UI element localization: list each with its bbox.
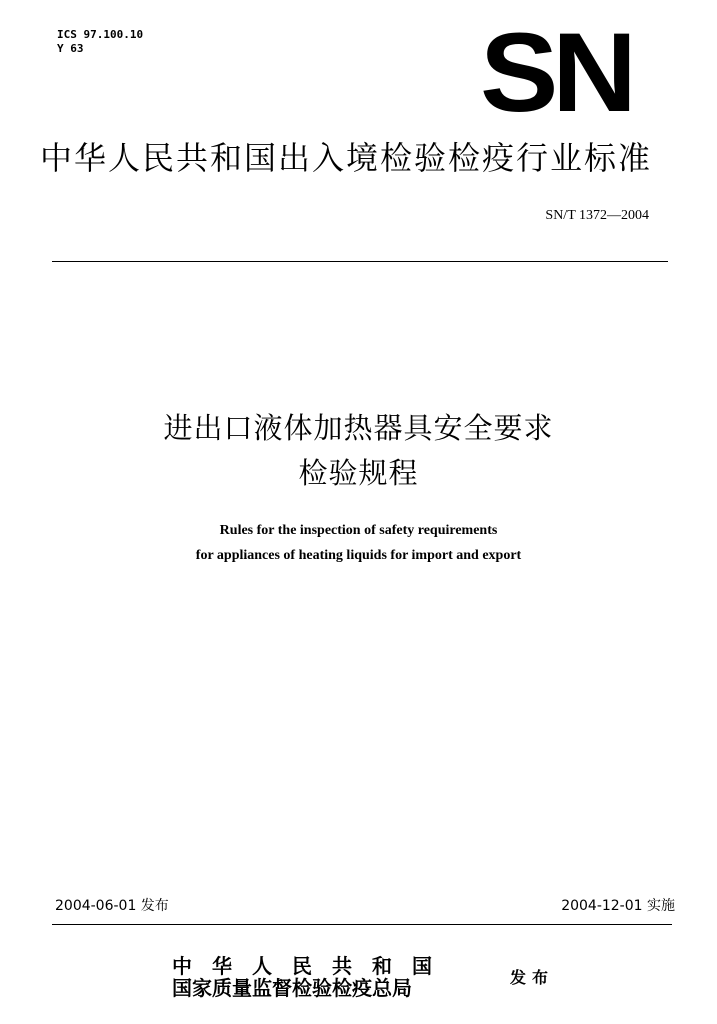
ics-code: ICS 97.100.10 — [57, 28, 144, 41]
sn-logo: SN — [480, 10, 631, 135]
effective-date: 2004-12-01 实施 — [561, 898, 675, 914]
ccs-code: Y 63 — [57, 42, 84, 55]
issue-date: 2004-06-01 发布 — [55, 898, 169, 914]
english-title-line-2: for appliances of heating liquids for import and export — [195, 548, 522, 563]
chinese-title-line-2: 检验规程 — [298, 456, 419, 490]
english-title-line-1: Rules for the inspection of safety requirements — [219, 523, 498, 538]
publisher-line-2: 国家质量监督检验检疫总局 — [172, 976, 412, 1000]
bottom-divider — [52, 924, 672, 925]
top-divider — [52, 261, 668, 262]
chinese-title-line-1: 进出口液体加热器具安全要求 — [163, 411, 554, 445]
publisher-line-1: 中华人民共和国 — [172, 954, 452, 978]
publish-label: 发布 — [510, 968, 555, 987]
classification-codes — [57, 28, 143, 56]
industry-standard-title: 中华人民共和国出入境检验检疫行业标准 — [40, 139, 653, 177]
standard-number: SN/T 1372—2004 — [545, 208, 649, 223]
